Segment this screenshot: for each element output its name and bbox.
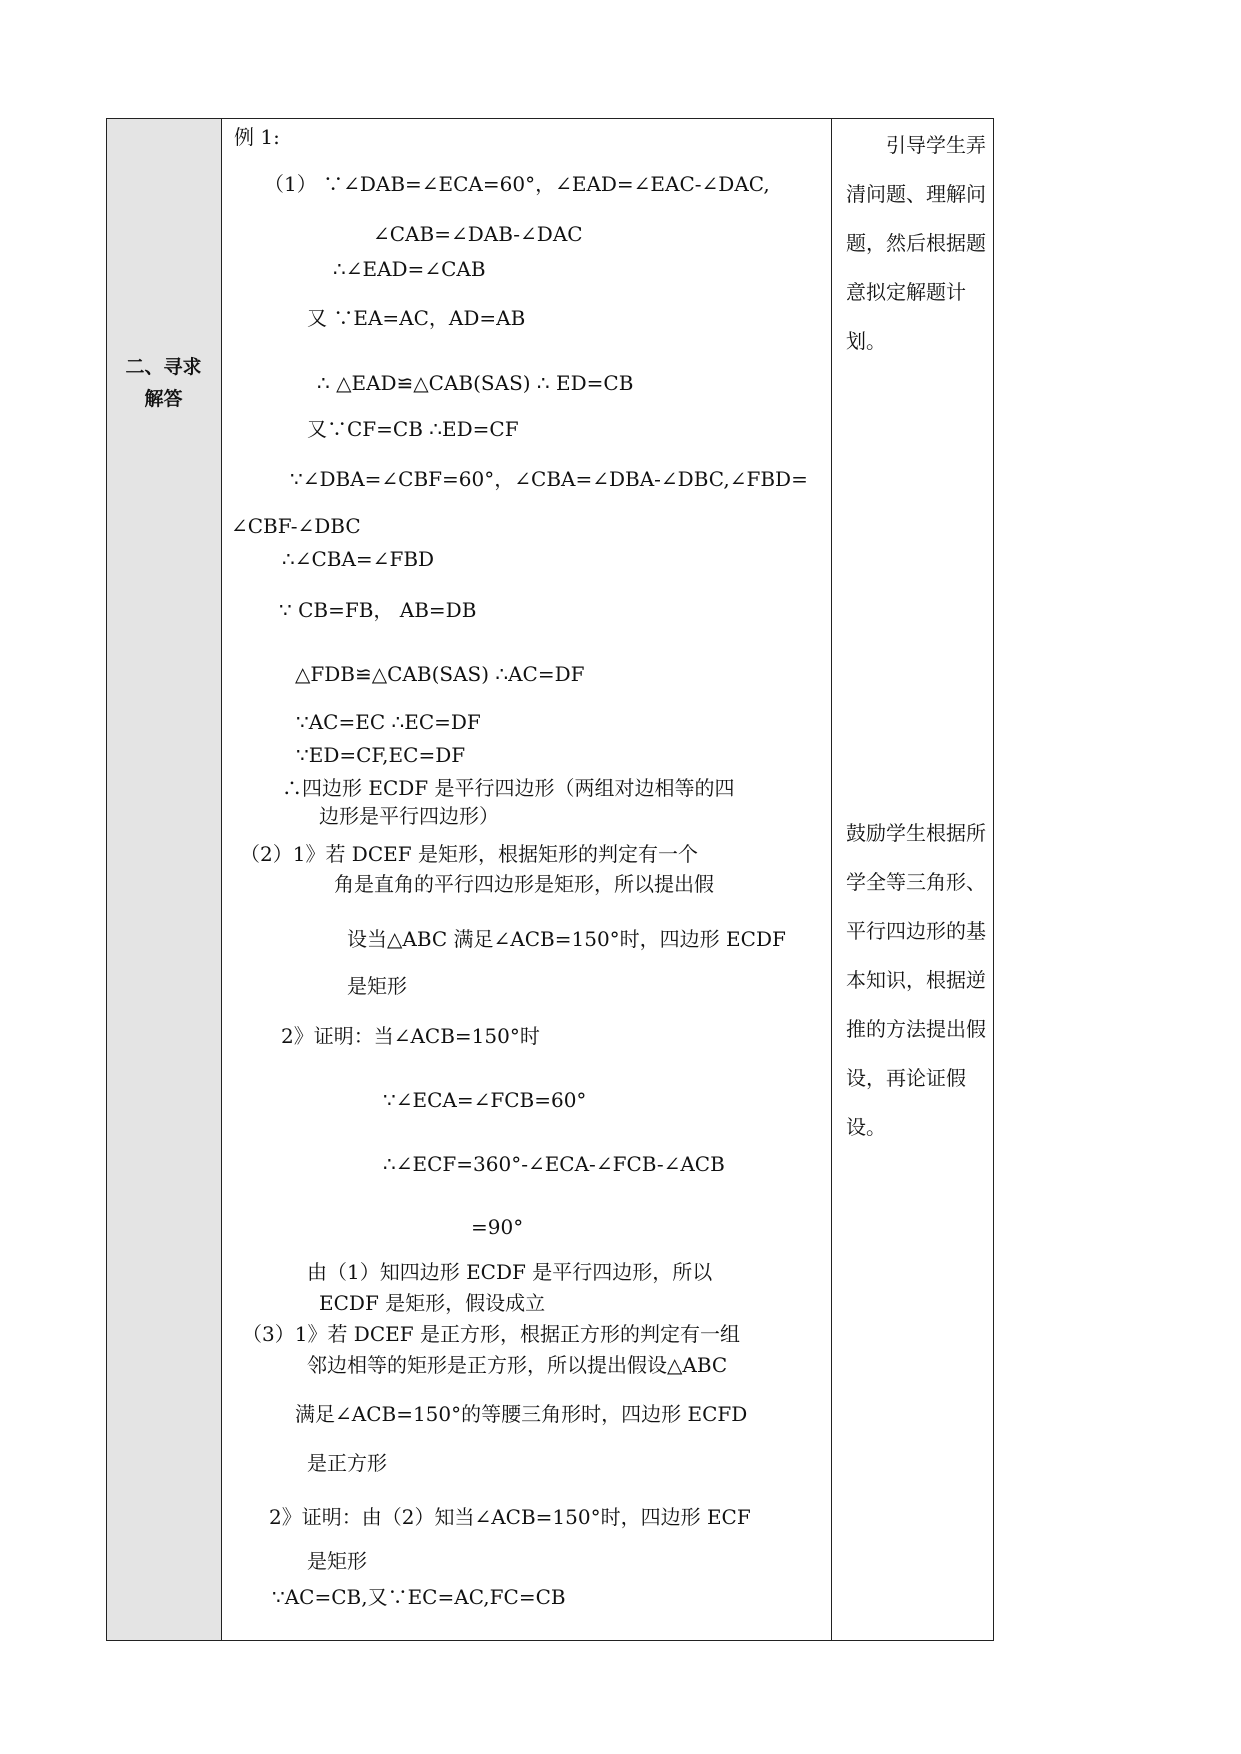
solution-line: （2）1》若 DCEF 是矩形，根据矩形的判定有一个 [240, 842, 698, 866]
section-label-line1: 二、寻求 [125, 356, 202, 378]
lesson-table [106, 118, 994, 1641]
solution-line: ∴∠EAD=∠CAB [333, 257, 486, 281]
solution-line: ∵ CB=FB， AB=DB [279, 598, 477, 622]
solution-line: 满足∠ACB=150°的等腰三角形时，四边形 ECFD [295, 1402, 748, 1426]
section-column [107, 119, 222, 1640]
solution-line: ∵∠ECA=∠FCB=60° [383, 1088, 587, 1112]
solution-line: ∵ED=CF,EC=DF [296, 743, 466, 767]
solution-line: 例 1: [234, 125, 280, 149]
section-label-line2: 解答 [144, 388, 183, 410]
solution-line: =90° [471, 1215, 524, 1239]
section-label [107, 351, 220, 415]
solution-line: ∴∠CBA=∠FBD [282, 547, 435, 571]
notes-column [831, 119, 994, 1640]
solution-line: 是矩形 [307, 1549, 367, 1573]
solution-line: 是正方形 [307, 1451, 387, 1475]
solution-line: 边形是平行四边形） [319, 804, 499, 828]
solution-line: ∠CAB=∠DAB-∠DAC [373, 222, 583, 246]
solution-line: 角是直角的平行四边形是矩形，所以提出假 [334, 872, 714, 896]
solution-line: 又∵CF=CB ∴ED=CF [307, 417, 519, 441]
solution-line: ∵AC=EC ∴EC=DF [296, 710, 481, 734]
solution-line: ∴ △EAD≌△CAB(SAS) ∴ ED=CB [317, 371, 634, 395]
solution-line: ∴四边形 ECDF 是平行四边形（两组对边相等的四 [282, 776, 735, 800]
solution-line: ∠CBF-∠DBC [231, 514, 361, 538]
solution-line: ∴∠ECF=360°-∠ECA-∠FCB-∠ACB [383, 1152, 725, 1176]
solution-line: （1） ∵∠DAB=∠ECA=60°，∠EAD=∠EAC-∠DAC, [264, 172, 770, 196]
solution-line: 2》证明：当∠ACB=150°时 [281, 1024, 540, 1048]
solution-line: ECDF 是矩形，假设成立 [319, 1291, 546, 1315]
solution-line: 设当△ABC 满足∠ACB=150°时，四边形 ECDF [347, 927, 786, 951]
solution-line: 2》证明：由（2）知当∠ACB=150°时，四边形 ECF [269, 1505, 751, 1529]
solution-line: 由（1）知四边形 ECDF 是平行四边形，所以 [307, 1260, 713, 1284]
solution-line: （3）1》若 DCEF 是正方形，根据正方形的判定有一组 [242, 1322, 740, 1346]
solution-line: 又 ∵EA=AC，AD=AB [307, 306, 526, 330]
solution-line: 是矩形 [347, 974, 407, 998]
solution-line: △FDB≌△CAB(SAS) ∴AC=DF [295, 662, 585, 686]
teaching-note-1: 引导学生弄清问题、理解问题，然后根据题意拟定解题计划。 [846, 133, 986, 353]
solution-line: ∵AC=CB,又∵EC=AC,FC=CB [272, 1585, 566, 1609]
solution-line: 邻边相等的矩形是正方形，所以提出假设△ABC [307, 1353, 728, 1377]
teaching-note-2: 鼓励学生根据所学全等三角形、平行四边形的基本知识，根据逆推的方法提出假设，再论证假设。 [846, 821, 986, 1139]
solution-line: ∵∠DBA=∠CBF=60°，∠CBA=∠DBA-∠DBC,∠FBD= [290, 467, 808, 491]
